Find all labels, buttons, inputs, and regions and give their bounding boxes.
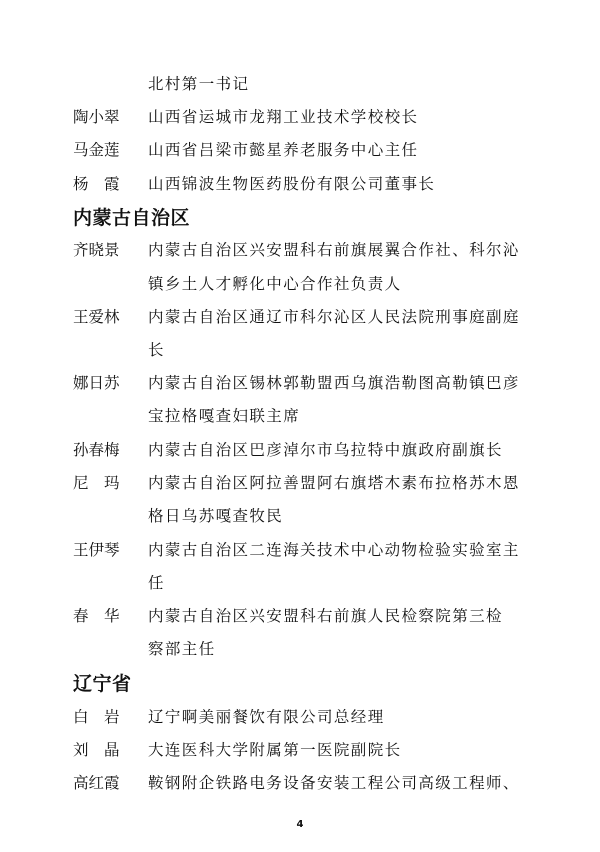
person-title: 内蒙古自治区二连海关技术中心动物检验实验室主 [148, 541, 520, 559]
person-name: 高红霞 [73, 774, 120, 792]
person-title: 内蒙古自治区巴彦淖尔市乌拉特中旗政府副旗长 [148, 441, 503, 459]
person-title: 内蒙古自治区通辽市科尔沁区人民法院刑事庭副庭 [148, 308, 520, 326]
continuation-line: 北村第一书记 [148, 75, 250, 93]
person-title-continuation: 格日乌苏嘎查牧民 [148, 507, 284, 525]
person-name: 孙春梅 [73, 441, 120, 459]
person-title: 山西省吕梁市懿星养老服务中心主任 [148, 141, 419, 159]
person-title-continuation: 长 [148, 341, 165, 359]
person-title: 内蒙古自治区兴安盟科右前旗人民检察院第三检 [148, 607, 503, 625]
person-name-first-char: 刘 [73, 741, 89, 759]
person-name-last-char: 岩 [104, 708, 120, 726]
person-name-last-char: 华 [104, 607, 120, 625]
person-name: 王伊琴 [73, 541, 120, 559]
person-title: 内蒙古自治区兴安盟科右前旗展翼合作社、科尔沁 [148, 241, 520, 259]
person-name-last-char: 霞 [104, 175, 120, 193]
person-name: 齐晓景 [73, 241, 120, 259]
person-name-first-char: 杨 [73, 175, 89, 193]
person-name: 马金莲 [73, 141, 120, 159]
person-title: 鞍钢附企铁路电务设备安装工程公司高级工程师、 [148, 774, 520, 792]
person-title-continuation: 任 [148, 574, 165, 592]
person-name-first-char: 白 [73, 708, 89, 726]
person-name: 王爱林 [73, 308, 120, 326]
person-title: 辽宁啊美丽餐饮有限公司总经理 [148, 708, 385, 726]
section-heading-inner-mongolia: 内蒙古自治区 [73, 207, 191, 229]
section-heading-liaoning: 辽宁省 [73, 673, 132, 695]
person-name: 陶小翠 [73, 108, 120, 126]
person-name-last-char: 玛 [104, 474, 120, 492]
person-title: 内蒙古自治区阿拉善盟阿右旗塔木素布拉格苏木恩 [148, 474, 520, 492]
person-title: 大连医科大学附属第一医院副院长 [148, 741, 402, 759]
person-name-first-char: 尼 [73, 474, 89, 492]
person-title-continuation: 宝拉格嘎查妇联主席 [148, 407, 301, 425]
person-title: 山西锦波生物医药股份有限公司董事长 [148, 175, 436, 193]
person-name-first-char: 春 [73, 607, 89, 625]
person-title-continuation: 察部主任 [148, 640, 216, 658]
person-title-continuation: 镇乡土人才孵化中心合作社负责人 [148, 275, 402, 293]
page-number: 4 [296, 819, 304, 830]
person-title: 内蒙古自治区锡林郭勒盟西乌旗浩勒图高勒镇巴彦 [148, 374, 520, 392]
person-name: 娜日苏 [73, 374, 120, 392]
person-title: 山西省运城市龙翔工业技术学校校长 [148, 108, 419, 126]
person-name-last-char: 晶 [104, 741, 120, 759]
